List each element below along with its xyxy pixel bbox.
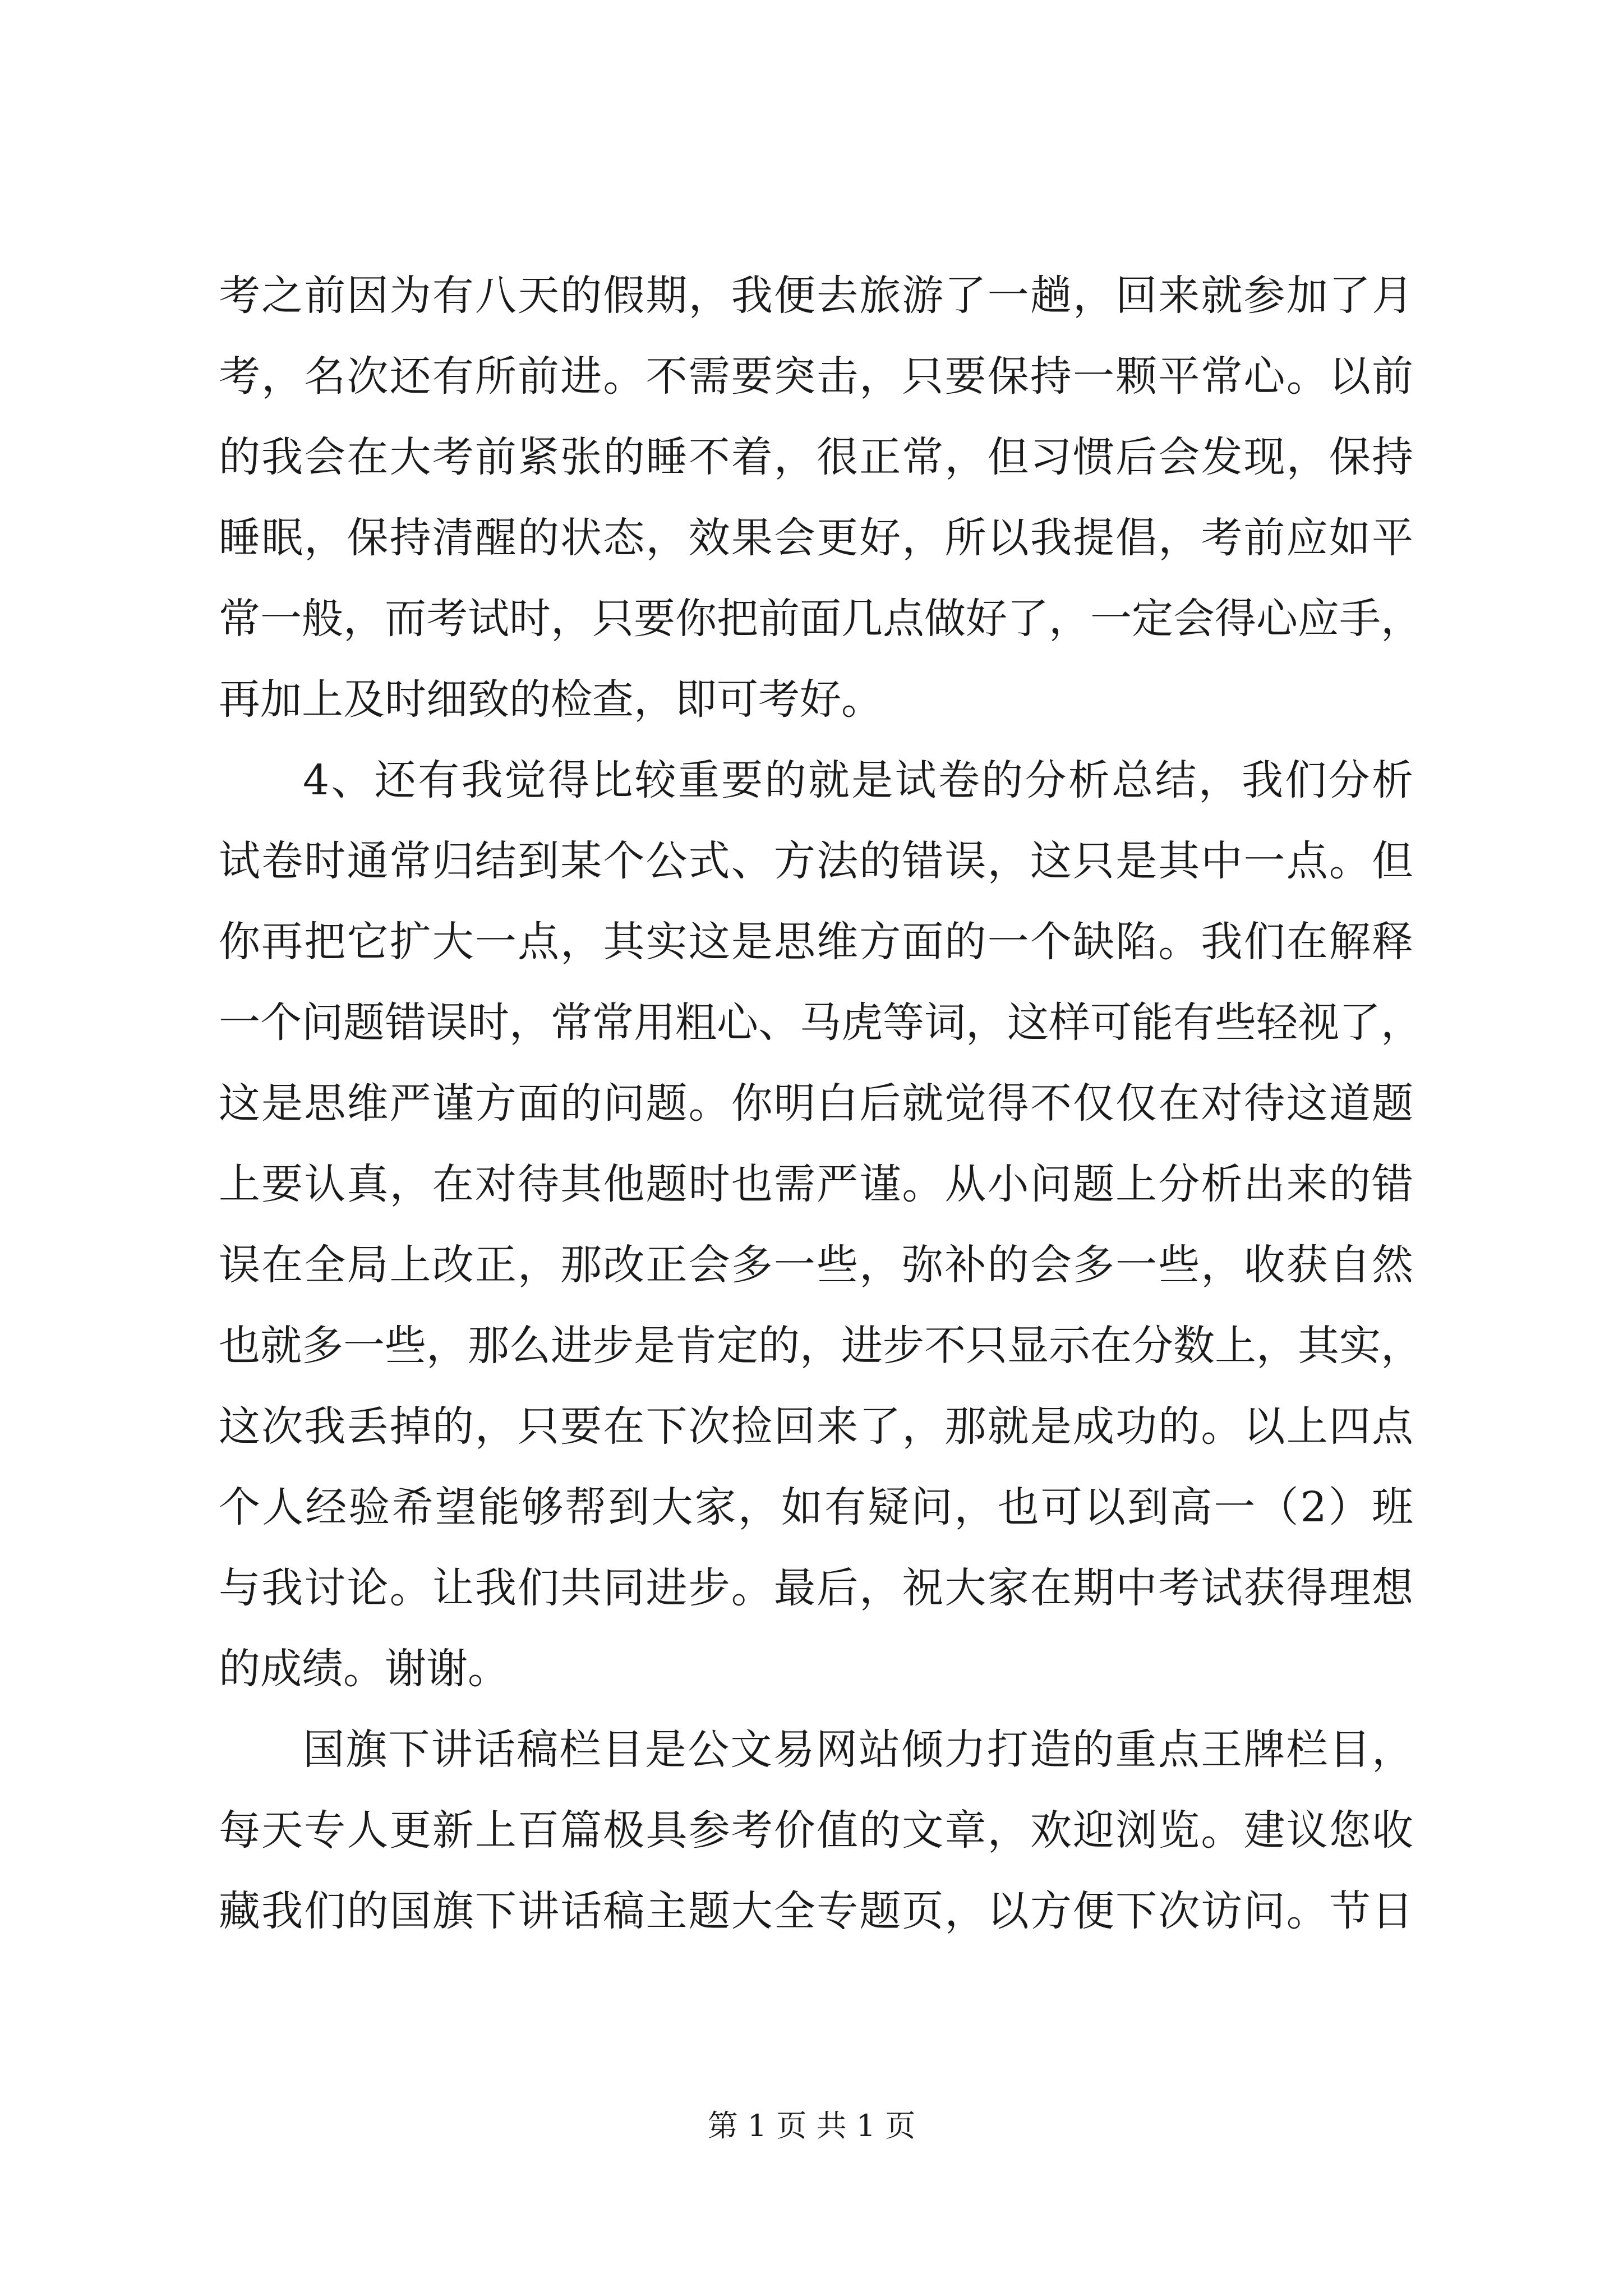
text-line: 你再把它扩大一点，其实这是思维方面的一个缺陷。我们在解释: [219, 918, 1413, 966]
paragraph-1: [219, 255, 1422, 740]
text-line: 上要认真，在对待其他题时也需严谨。从小问题上分析出来的错: [219, 1160, 1413, 1208]
page-number-label: 第 1 页 共 1 页: [707, 2108, 916, 2143]
text-line: 4、还有我觉得比较重要的就是试卷的分析总结，我们分析: [303, 756, 1413, 804]
text-line: 这次我丢掉的，只要在下次捡回来了，那就是成功的。以上四点: [219, 1402, 1413, 1451]
text-line: 的我会在大考前紧张的睡不着，很正常，但习惯后会发现，保持: [219, 433, 1413, 481]
text-line: 每天专人更新上百篇极具参考价值的文章，欢迎浏览。建议您收: [219, 1806, 1413, 1855]
text-line: 的成绩。谢谢。: [219, 1645, 509, 1693]
text-line: 这是思维严谨方面的问题。你明白后就觉得不仅仅在对待这道题: [219, 1079, 1413, 1128]
text-line: 一个问题错误时，常常用粗心、马虎等词，这样可能有些轻视了，: [219, 999, 1422, 1047]
page-footer: [0, 2106, 1623, 2146]
text-line: 误在全局上改正，那改正会多一些，弥补的会多一些，收获自然: [219, 1241, 1413, 1289]
text-line: 国旗下讲话稿栏目是公文易网站倾力打造的重点王牌栏目，: [303, 1726, 1413, 1774]
paragraph-3: [219, 1709, 1413, 1952]
document-body: [219, 255, 1422, 1952]
text-line: 考，名次还有所前进。不需要突击，只要保持一颗平常心。以前: [219, 352, 1413, 401]
text-line: 也就多一些，那么进步是肯定的，进步不只显示在分数上，其实，: [219, 1322, 1422, 1370]
text-line: 试卷时通常归结到某个公式、方法的错误，这只是其中一点。但: [219, 837, 1413, 885]
text-line: 睡眠，保持清醒的状态，效果会更好，所以我提倡，考前应如平: [219, 514, 1413, 562]
text-line: 考之前因为有八天的假期，我便去旅游了一趟，回来就参加了月: [219, 272, 1413, 320]
text-line: 与我讨论。让我们共同进步。最后，祝大家在期中考试获得理想: [219, 1564, 1413, 1612]
paragraph-2: [219, 740, 1422, 1709]
text-line: 再加上及时细致的检查，即可考好。: [219, 675, 883, 724]
text-line: 藏我们的国旗下讲话稿主题大全专题页，以方便下次访问。节日: [219, 1887, 1413, 1935]
text-line: 常一般，而考试时，只要你把前面几点做好了，一定会得心应手，: [219, 595, 1422, 643]
text-line: 个人经验希望能够帮到大家，如有疑问，也可以到高一（2）班: [219, 1483, 1413, 1531]
